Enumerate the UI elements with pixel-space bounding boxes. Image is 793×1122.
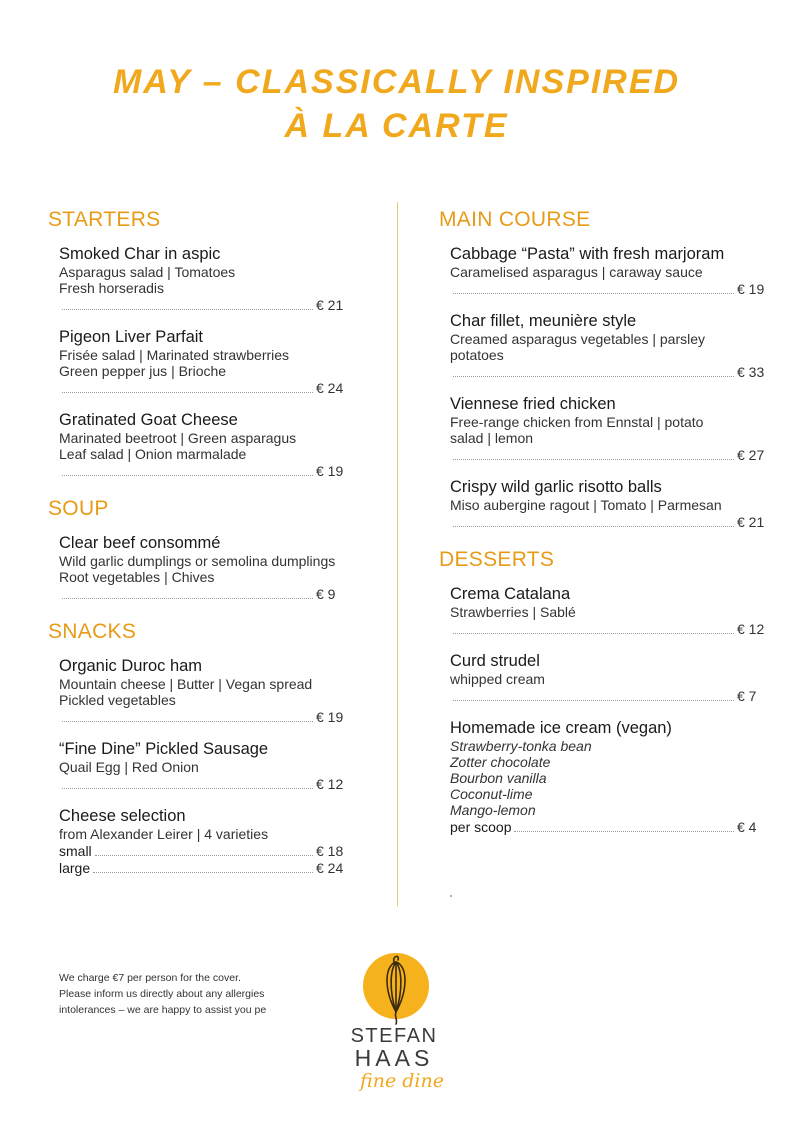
section-title: DESSERTS (439, 548, 555, 571)
dot-leader (62, 787, 313, 789)
menu-section (48, 618, 348, 876)
menu-item (450, 394, 769, 463)
menu-item (59, 806, 348, 876)
item-variety: Coconut-lime (450, 786, 533, 802)
item-price: € 24 (316, 860, 344, 876)
item-description: Leaf salad | Onion marmalade (59, 446, 247, 462)
item-description: Quail Egg | Red Onion (59, 759, 199, 775)
item-description: potatoes (450, 347, 504, 363)
price-row (59, 843, 348, 859)
item-name: Gratinated Goat Cheese (59, 411, 238, 429)
item-description: Pickled vegetables (59, 692, 176, 708)
menu-item (59, 410, 348, 479)
item-name: Clear beef consommé (59, 534, 221, 552)
item-price: € 24 (316, 380, 344, 396)
menu-section (48, 206, 348, 479)
item-description: Creamed asparagus vegetables | parsley (450, 331, 706, 347)
item-description: whipped cream (450, 671, 545, 687)
item-description: Green pepper jus | Brioche (59, 363, 227, 379)
item-price: € 18 (316, 843, 344, 859)
footer-note-line: We charge €7 per person for the cover. (59, 972, 241, 984)
menu-item (59, 739, 348, 792)
stray-dot (450, 895, 452, 897)
dot-leader (514, 830, 734, 832)
dot-leader (453, 525, 734, 527)
dot-leader (62, 474, 313, 476)
dot-leader (62, 308, 313, 310)
whisk-icon (344, 950, 454, 1100)
price-row (450, 364, 769, 380)
menu-subtitle: À LA CARTE (284, 107, 509, 145)
item-price: € 19 (316, 709, 344, 725)
item-description: from Alexander Leirer | 4 varieties (59, 826, 269, 842)
section-title: SOUP (48, 497, 109, 520)
item-name: Homemade ice cream (vegan) (450, 719, 672, 737)
menu-item (59, 533, 348, 602)
price-row (450, 621, 769, 637)
item-name: Organic Duroc ham (59, 657, 203, 675)
menu-title: MAY – CLASSICALLY INSPIRED (112, 63, 681, 101)
item-price: € 27 (737, 447, 765, 463)
item-price: € 21 (737, 514, 765, 530)
stefan-haas-logo (344, 950, 454, 1100)
menu-item (450, 311, 769, 380)
menu-item (59, 327, 348, 396)
price-row (450, 819, 769, 835)
menu-section (439, 546, 769, 835)
item-description: Asparagus salad | Tomatoes (59, 264, 236, 280)
menu-section (439, 206, 769, 530)
item-description: Fresh horseradis (59, 280, 165, 296)
menu-item (450, 477, 769, 530)
left-column (48, 206, 348, 892)
right-column (439, 206, 769, 851)
menu-section (48, 495, 348, 602)
item-variety: Mango-lemon (450, 802, 536, 818)
dot-leader (453, 458, 734, 460)
item-price: € 12 (737, 621, 765, 637)
price-row (450, 688, 769, 704)
section-title: STARTERS (48, 208, 161, 231)
item-description: Miso aubergine ragout | Tomato | Parmesan (450, 497, 722, 513)
logo-line1: STEFAN (350, 1025, 438, 1047)
menu-item (450, 718, 769, 835)
price-row (450, 281, 769, 297)
price-row (450, 447, 769, 463)
price-row (59, 860, 348, 876)
item-name: “Fine Dine” Pickled Sausage (59, 740, 269, 758)
dot-leader (453, 375, 734, 377)
item-name: Crispy wild garlic risotto balls (450, 478, 662, 496)
item-description: Free-range chicken from Ennstal | potato (450, 414, 704, 430)
item-name: Pigeon Liver Parfait (59, 328, 203, 346)
section-title: SNACKS (48, 620, 137, 643)
item-price: € 7 (737, 688, 757, 704)
item-variety: Zotter chocolate (450, 754, 551, 770)
price-row (59, 297, 348, 313)
item-price: € 9 (316, 586, 336, 602)
logo-script: fine dine (360, 1070, 444, 1092)
dot-leader (62, 391, 313, 393)
item-variety: Strawberry-tonka bean (450, 738, 592, 754)
menu-item (59, 244, 348, 313)
item-name: Curd strudel (450, 652, 540, 670)
menu-item (59, 656, 348, 725)
item-name: Crema Catalana (450, 585, 571, 603)
item-description: Root vegetables | Chives (59, 569, 215, 585)
item-name: Char fillet, meunière style (450, 312, 637, 330)
logo-line2: HAAS (354, 1045, 434, 1071)
price-label: small (59, 843, 92, 859)
column-divider (397, 202, 398, 906)
item-price: € 19 (737, 281, 765, 297)
item-name: Cheese selection (59, 807, 186, 825)
item-price: € 19 (316, 463, 344, 479)
menu-item (450, 244, 769, 297)
dot-leader (453, 632, 734, 634)
item-price: € 12 (316, 776, 344, 792)
item-price: € 33 (737, 364, 765, 380)
item-description: Strawberries | Sablé (450, 604, 576, 620)
dot-leader (93, 871, 313, 873)
price-label: per scoop (450, 819, 512, 835)
footer-note (59, 970, 329, 1018)
item-description: Mountain cheese | Butter | Vegan spread (59, 676, 313, 692)
price-row (59, 586, 348, 602)
price-row (450, 514, 769, 530)
item-price: € 21 (316, 297, 344, 313)
item-name: Smoked Char in aspic (59, 245, 221, 263)
footer-note-line: intolerances – we are happy to assist you pe (59, 1004, 267, 1016)
item-description: salad | lemon (450, 430, 534, 446)
item-variety: Bourbon vanilla (450, 770, 547, 786)
footer-note-line: Please inform us directly about any allergies (59, 988, 265, 1000)
item-description: Caramelised asparagus | caraway sauce (450, 264, 703, 280)
item-price: € 4 (737, 819, 757, 835)
menu-item (450, 651, 769, 704)
item-name: Viennese fried chicken (450, 395, 616, 413)
item-name: Cabbage “Pasta” with fresh marjoram (450, 245, 725, 263)
section-title: MAIN COURSE (439, 208, 591, 231)
dot-leader (62, 597, 313, 599)
dot-leader (453, 699, 734, 701)
price-row (59, 463, 348, 479)
item-description: Marinated beetroot | Green asparagus (59, 430, 297, 446)
menu-item (450, 584, 769, 637)
dot-leader (453, 292, 734, 294)
price-row (59, 380, 348, 396)
price-label: large (59, 860, 91, 876)
price-row (59, 709, 348, 725)
dot-leader (62, 720, 313, 722)
item-description: Wild garlic dumplings or semolina dumplings (59, 553, 336, 569)
item-description: Frisée salad | Marinated strawberries (59, 347, 290, 363)
price-row (59, 776, 348, 792)
dot-leader (95, 854, 313, 856)
